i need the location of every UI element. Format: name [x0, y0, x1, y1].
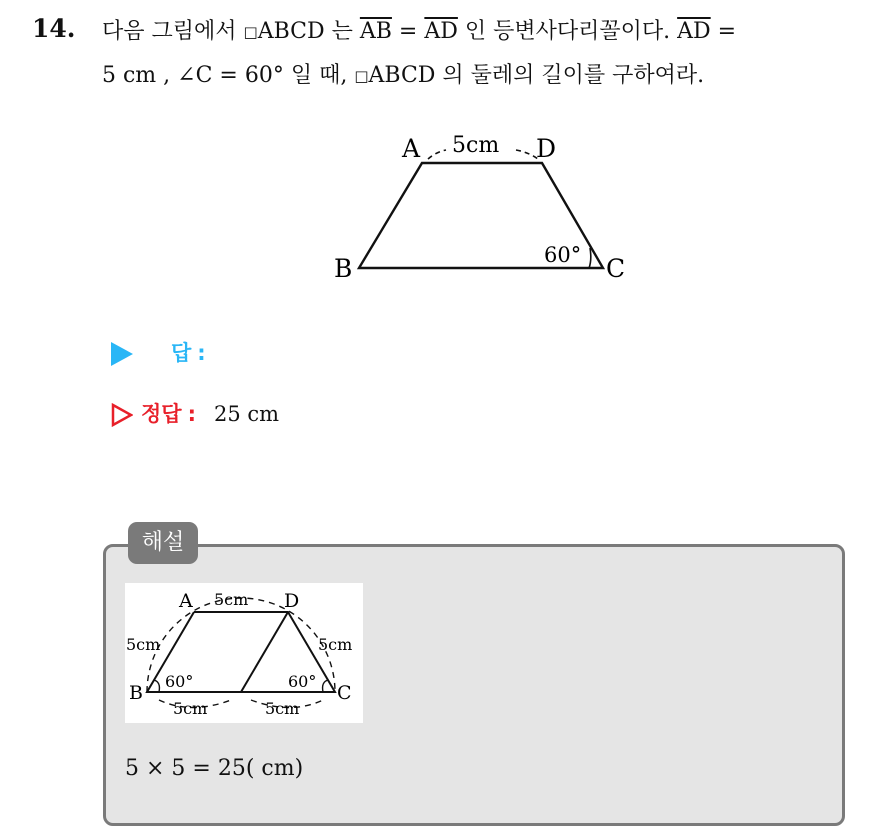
angle-c-label: 60°	[544, 243, 582, 267]
correct-answer-colon: :	[187, 402, 196, 426]
left-length-label: 5cm	[126, 635, 161, 654]
question-line-2	[102, 58, 704, 89]
correct-answer-label: 정답	[141, 402, 182, 426]
vertex-a-label: A	[402, 134, 421, 163]
correct-answer-row	[111, 398, 279, 428]
question-text: 다음 그림에서	[102, 19, 244, 44]
vertex-c-label: C	[337, 682, 352, 704]
explanation-figure	[125, 583, 363, 723]
correct-answer-value: 25 cm	[213, 402, 280, 426]
vertex-c-label: C	[606, 254, 626, 283]
angle-arc-c	[589, 248, 591, 268]
explanation-tag: 해설	[128, 522, 198, 564]
segment-ab: $\overline{AB}$	[359, 19, 392, 44]
play-outline-icon	[111, 403, 133, 427]
segment-ad: $\overline{AD}$	[424, 19, 458, 44]
vertex-d-label: D	[536, 134, 557, 163]
angle-arc-b	[154, 680, 159, 692]
answer-row	[111, 337, 206, 367]
dashed-arc-right	[516, 150, 538, 159]
vertex-b-label: B	[129, 682, 143, 704]
bottom-right-length-label: 5cm	[265, 699, 300, 718]
question-line-1	[102, 14, 736, 45]
play-filled-icon	[111, 342, 133, 366]
question-text: ABCD 의 둘레의 길이를 구하여라.	[368, 63, 705, 88]
question-number: 14.	[32, 14, 76, 43]
bottom-left-length-label: 5cm	[173, 699, 208, 718]
trapezoid-figure	[330, 122, 640, 292]
equals-sign: =	[710, 19, 737, 44]
angle-b-label: 60°	[165, 672, 194, 691]
angle-arc-c	[323, 680, 328, 692]
square-symbol: □	[354, 67, 369, 85]
top-length-label: 5cm	[452, 133, 500, 158]
top-length-label: 5cm	[214, 590, 249, 609]
square-symbol: □	[243, 23, 258, 41]
angle-c-label: 60°	[288, 672, 317, 691]
question-text: ABCD 는	[257, 19, 360, 44]
vertex-a-label: A	[179, 590, 193, 612]
answer-label: 답	[171, 341, 192, 365]
equals-sign: =	[391, 19, 425, 44]
right-length-label: 5cm	[318, 635, 353, 654]
vertex-b-label: B	[334, 254, 353, 283]
segment-ad: $\overline{AD}$	[677, 19, 711, 44]
question-text: 인 등변사다리꼴이다.	[457, 19, 678, 44]
dashed-arc-left	[428, 150, 446, 159]
vertex-d-label: D	[284, 590, 300, 612]
answer-colon: :	[197, 341, 206, 365]
explanation-diagonal	[241, 612, 288, 692]
question-text: 5 cm , ∠C = 60° 일 때,	[102, 63, 355, 88]
explanation-equation: 5 × 5 = 25( cm)	[125, 756, 304, 781]
